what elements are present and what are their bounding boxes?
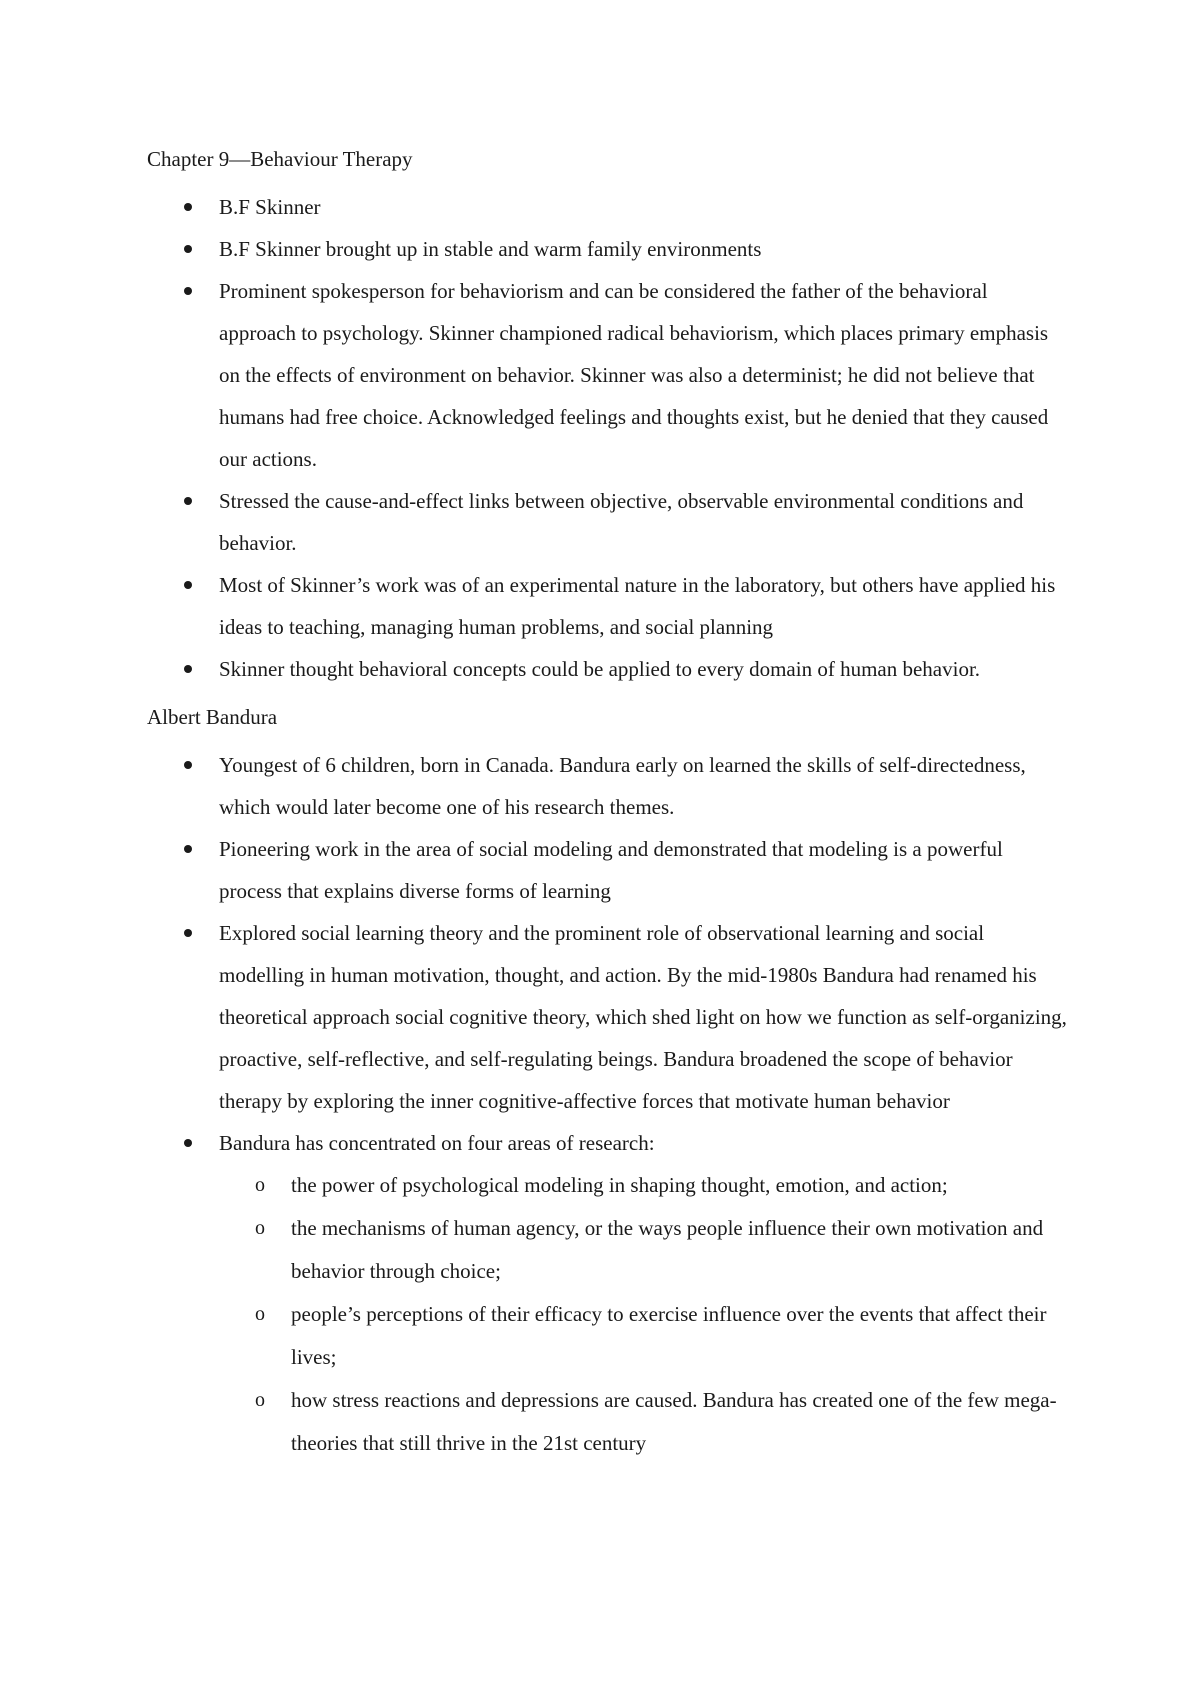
list-item: Explored social learning theory and the prominent role of observational learning and social modelling in human motivation, thought, and action. By the mid-1980s Bandura had renamed his theoretical approach social cognitive theory, which shed light on how we function as self-organizing, proactive, self-reflective, and self-regulating beings. Bandura broadened the scope of behavior therapy by exploring the inner cognitive-affective forces that motivate human behavior [147,912,1067,1122]
sub-list-item: o the power of psychological modeling in shaping thought, emotion, and action; [219,1164,1067,1207]
list-item: Prominent spokesperson for behaviorism and can be considered the father of the behavioral approach to psychology. Skinner championed radical behaviorism, which places primary emphasis on the effects of environment on behavior. Skinner was also a determinist; he did not believe that humans had free choice. Acknowledged feelings and thoughts exist, but he denied that they caused our actions. [147,270,1067,480]
list-item: B.F Skinner brought up in stable and warm family environments [147,228,1067,270]
bandura-bullet-list [147,744,1067,1465]
list-item: Skinner thought behavioral concepts could be applied to every domain of human behavior. [147,648,1067,690]
list-item: Stressed the cause-and-effect links between objective, observable environmental conditions and behavior. [147,480,1067,564]
section-heading-albert-bandura: Albert Bandura [147,705,278,729]
list-item-with-sublist [147,1122,1067,1465]
sub-list-item: o people’s perceptions of their efficacy to exercise influence over the events that affect their lives; [219,1293,1067,1379]
list-item-text: Bandura has concentrated on four areas of research: [219,1131,655,1155]
list-item: Most of Skinner’s work was of an experimental nature in the laboratory, but others have applied his ideas to teaching, managing human problems, and social planning [147,564,1067,648]
document-body [147,144,1067,1465]
list-item: Youngest of 6 children, born in Canada. Bandura early on learned the skills of self-directedness, which would later become one of his research themes. [147,744,1067,828]
research-areas-sublist [219,1164,1067,1465]
sub-list-item: o how stress reactions and depressions are caused. Bandura has created one of the few mega-theories that still thrive in the 21st century [219,1379,1067,1465]
section-heading-chapter-9: Chapter 9—Behaviour Therapy [147,147,413,171]
list-item: Pioneering work in the area of social modeling and demonstrated that modeling is a powerful process that explains diverse forms of learning [147,828,1067,912]
skinner-bullet-list [147,186,1067,690]
list-item: B.F Skinner [147,186,1067,228]
sub-list-item: o the mechanisms of human agency, or the ways people influence their own motivation and behavior through choice; [219,1207,1067,1293]
